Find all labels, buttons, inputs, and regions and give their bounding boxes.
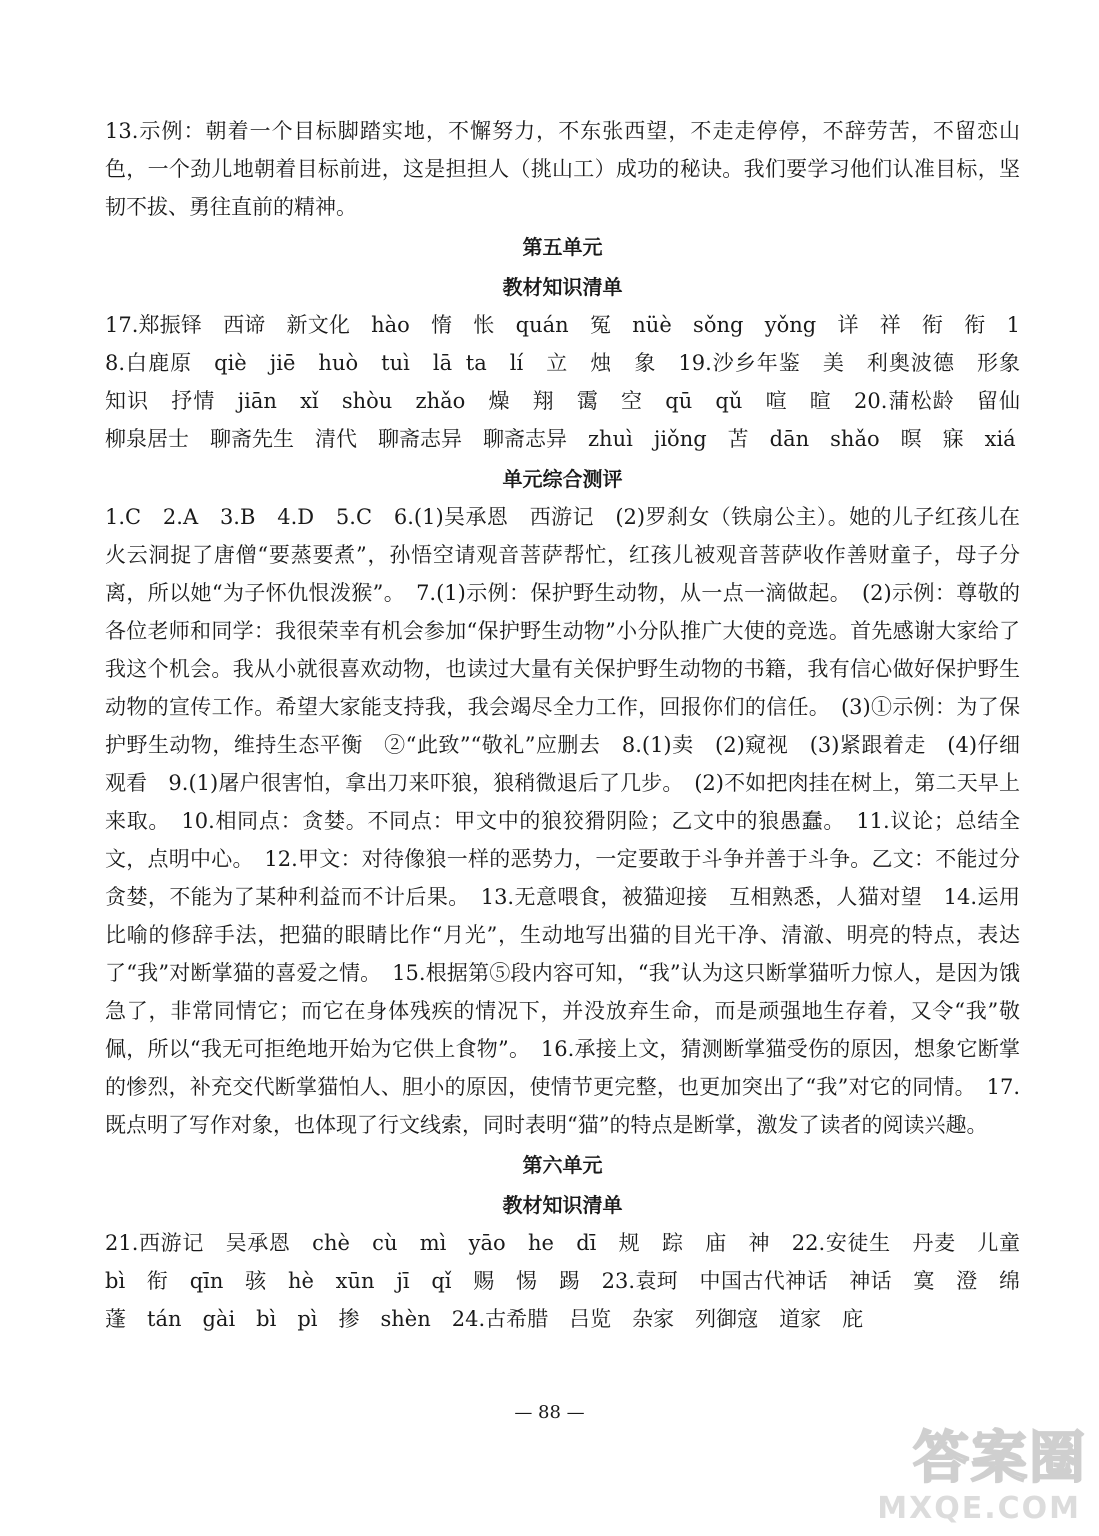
unit5-test-title: 单元综合测评	[502, 467, 623, 491]
watermark-logo	[877, 1414, 1087, 1526]
unit5-test-answers: 1.C 2.A 3.B 4.D 5.C 6.(1)吴承恩 西游记 (2)罗刹女（铁扇公主）。她的儿子红孩儿在火云洞捉了唐僧“要蒸要煮”，孙悟空请观音菩萨帮忙，红孩儿被观音菩萨收作善财童子，母子分离，所以她“为子怀仇恨泼猴”。 7.(1)示例：保护野生动物，从一点一滴做起。 (2)示例：尊敬的各位老师和同学：我很荣幸有机会参加“保护野生动物”小分队推广大使的竞选。首先感谢大家给了我这个机会。我从小就很喜欢动物，也读过大量有关保护野生动物的书籍，我有信心做好保护野生动物的宣传工作。希望大家能支持我，我会竭尽全力工作，回报你们的信任。 (3)①示例：为了保护野生动物，维持生态平衡 ②“此致”“敬礼”应删去 8.(1)卖 (2)窥视 (3)紧跟着走 (4)仔细观看 9.(1)屠户很害怕，拿出刀来吓狼，狼稍微退后了几步。 (2)不如把肉挂在树上，第二天早上来取。 10.相同点：贪婪。不同点：甲文中的狼狡猾阴险；乙文中的狼愚蠢。 11.议论；总结全文，点明中心。 12.甲文：对待像狼一样的恶势力，一定要敢于斗争并善于斗争。乙文：不能过分贪婪，不能为了某种利益而不计后果。 13.无意喂食，被猫迎接 互相熟悉，人猫对望 14.运用比喻的修辞手法，把猫的眼睛比作“月光”，生动地写出猫的目光干净、清澈、明亮的特点，表达了“我”对断掌猫的喜爱之情。 15.根据第⑤段内容可知，“我”认为这只断掌猫听力惊人，是因为饿急了，非常同情它；而它在身体残疾的情况下，并没放弃生命，而是顽强地生存着，又令“我”敬佩，所以“我无可拒绝地开始为它供上食物”。 16.承接上文，猜测断掌猫受伤的原因，想象它断掌的惨烈，补充交代断掌猫怕人、胆小的原因，使情节更完整，也更加突出了“我”对它的同情。 17.既点明了写作对象，也体现了行文线索，同时表明“猫”的特点是断掌，激发了读者的阅读兴趣。	[105, 505, 1020, 1137]
unit6-title: 第六单元	[522, 1153, 603, 1177]
watermark-site-text: MXQE.COM	[877, 1491, 1081, 1526]
unit5-title: 第五单元	[522, 235, 603, 259]
unit6-knowledge-title: 教材知识清单	[502, 1193, 623, 1217]
page-number: — 88 —	[514, 1402, 585, 1423]
unit6-knowledge-list: 21.西游记 吴承恩 chè cù mì yāo he dī 规 踪 庙 神 22.安徒生 丹麦 儿童 bì 衔 qīn 骇 hè xūn jī qǐ 赐 惕 踢 23.袁珂 中国古代神话 神话 寞 澄 绵 蓬 tán gài bì pì 掺 shèn 24.古希腊 吕览 杂家 列御寇 道家 庇	[105, 1231, 1041, 1331]
answer-page	[105, 112, 1041, 1338]
watermark-logo-text: 答案圈	[913, 1426, 1087, 1491]
unit5-knowledge-list: 17.郑振铎 西谛 新文化 hào 惰 怅 quán 冤 nüè sǒng yǒng 详 祥 衔 衔 18.白鹿原 qiè jiē huò tuì lā ta lí 立 烛 象 19.沙乡年鉴 美 利奥波德 形象 知识 抒情 jiān xǐ shòu zhǎo 燥 翔 霭 空 qū qǔ 喧 暄 20.蒲松龄 留仙 柳泉居士 聊斋先生 清代 聊斋志异 聊斋志异 zhuì jiǒng 苫 dān shǎo 暝 寐 xiá	[105, 313, 1041, 451]
unit5-knowledge-title: 教材知识清单	[502, 275, 623, 299]
answer-13-paragraph: 13.示例：朝着一个目标脚踏实地，不懈努力，不东张西望，不走走停停，不辞劳苦，不留恋山色，一个劲儿地朝着目标前进，这是担担人（挑山工）成功的秘诀。我们要学习他们认准目标，坚韧不拔、勇往直前的精神。	[105, 119, 1020, 219]
